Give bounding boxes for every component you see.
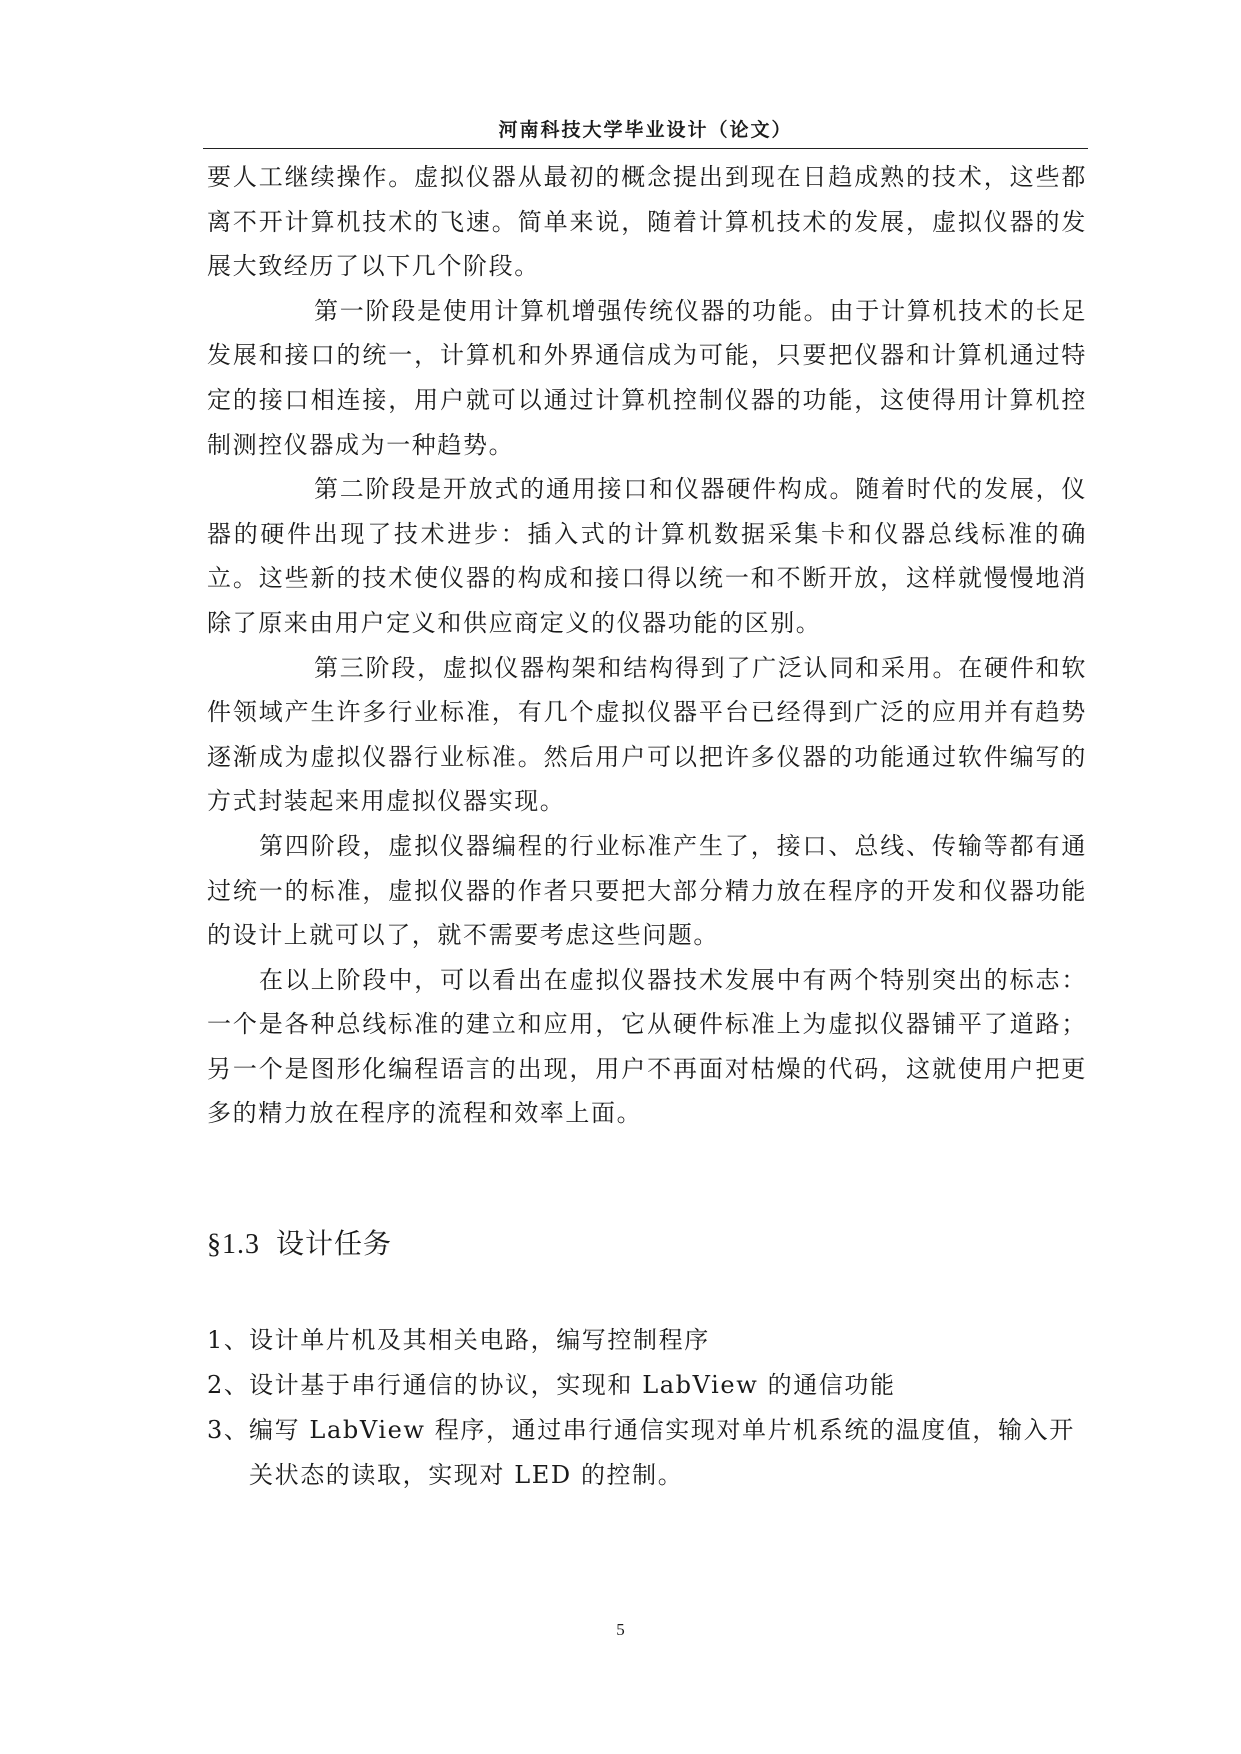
page-header <box>203 116 1088 149</box>
body-text <box>207 155 1087 1136</box>
list-item-text: 设计单片机及其相关电路，编写控制程序 <box>249 1326 710 1354</box>
page-number: 5 <box>616 1620 625 1639</box>
paragraph: 第二阶段是开放式的通用接口和仪器硬件构成。随着时代的发展，仪器的硬件出现了技术进步：插入式的计算机数据采集卡和仪器总线标准的确立。这些新的技术使仪器的构成和接口得以统一和不断开放，这样就慢慢地消除了原来由用户定义和供应商定义的仪器功能的区别。 <box>207 475 1087 637</box>
paragraph: 要人工继续操作。虚拟仪器从最初的概念提出到现在日趋成熟的技术，这些都离不开计算机技术的飞速。简单来说，随着计算机技术的发展，虚拟仪器的发展大致经历了以下几个阶段。 <box>207 163 1087 281</box>
header-title: 河南科技大学毕业设计（论文） <box>498 119 793 141</box>
list-item-number: 3、 <box>207 1416 250 1444</box>
list-item-number: 1、 <box>207 1326 250 1354</box>
list-item-text: 编写 LabView 程序，通过串行通信实现对单片机系统的温度值，输入开关状态的读取，实现对 LED 的控制。 <box>249 1416 1075 1489</box>
list-item-text: 设计基于串行通信的协议，实现和 LabView 的通信功能 <box>249 1371 896 1399</box>
page-footer <box>0 1620 1241 1640</box>
list-item <box>207 1363 1087 1408</box>
section-number: §1.3 <box>207 1229 260 1260</box>
paragraph: 在以上阶段中，可以看出在虚拟仪器技术发展中有两个特别突出的标志：一个是各种总线标准的建立和应用，它从硬件标准上为虚拟仪器铺平了道路；另一个是图形化编程语言的出现，用户不再面对枯燥的代码，这就使用户把更多的精力放在程序的流程和效率上面。 <box>207 965 1087 1128</box>
list-item <box>207 1318 1087 1363</box>
paragraph: 第三阶段，虚拟仪器构架和结构得到了广泛认同和采用。在硬件和软件领域产生许多行业标准，有几个虚拟仪器平台已经得到广泛的应用并有趋势逐渐成为虚拟仪器行业标准。然后用户可以把许多仪器的功能通过软件编写的方式封装起来用虚拟仪器实现。 <box>207 653 1087 816</box>
list-item-number: 2、 <box>207 1371 250 1399</box>
paragraph: 第四阶段，虚拟仪器编程的行业标准产生了，接口、总线、传输等都有通过统一的标准，虚拟仪器的作者只要把大部分精力放在程序的开发和仪器功能的设计上就可以了，就不需要考虑这些问题。 <box>207 831 1087 950</box>
task-list <box>207 1318 1087 1498</box>
paragraph: 第一阶段是使用计算机增强传统仪器的功能。由于计算机技术的长足发展和接口的统一，计算机和外界通信成为可能，只要把仪器和计算机通过特定的接口相连接，用户就可以通过计算机控制仪器的功能，这使得用计算机控制测控仪器成为一种趋势。 <box>207 296 1087 459</box>
section-title: 设计任务 <box>276 1227 393 1260</box>
section-heading <box>207 1224 392 1265</box>
list-item <box>207 1408 1087 1498</box>
